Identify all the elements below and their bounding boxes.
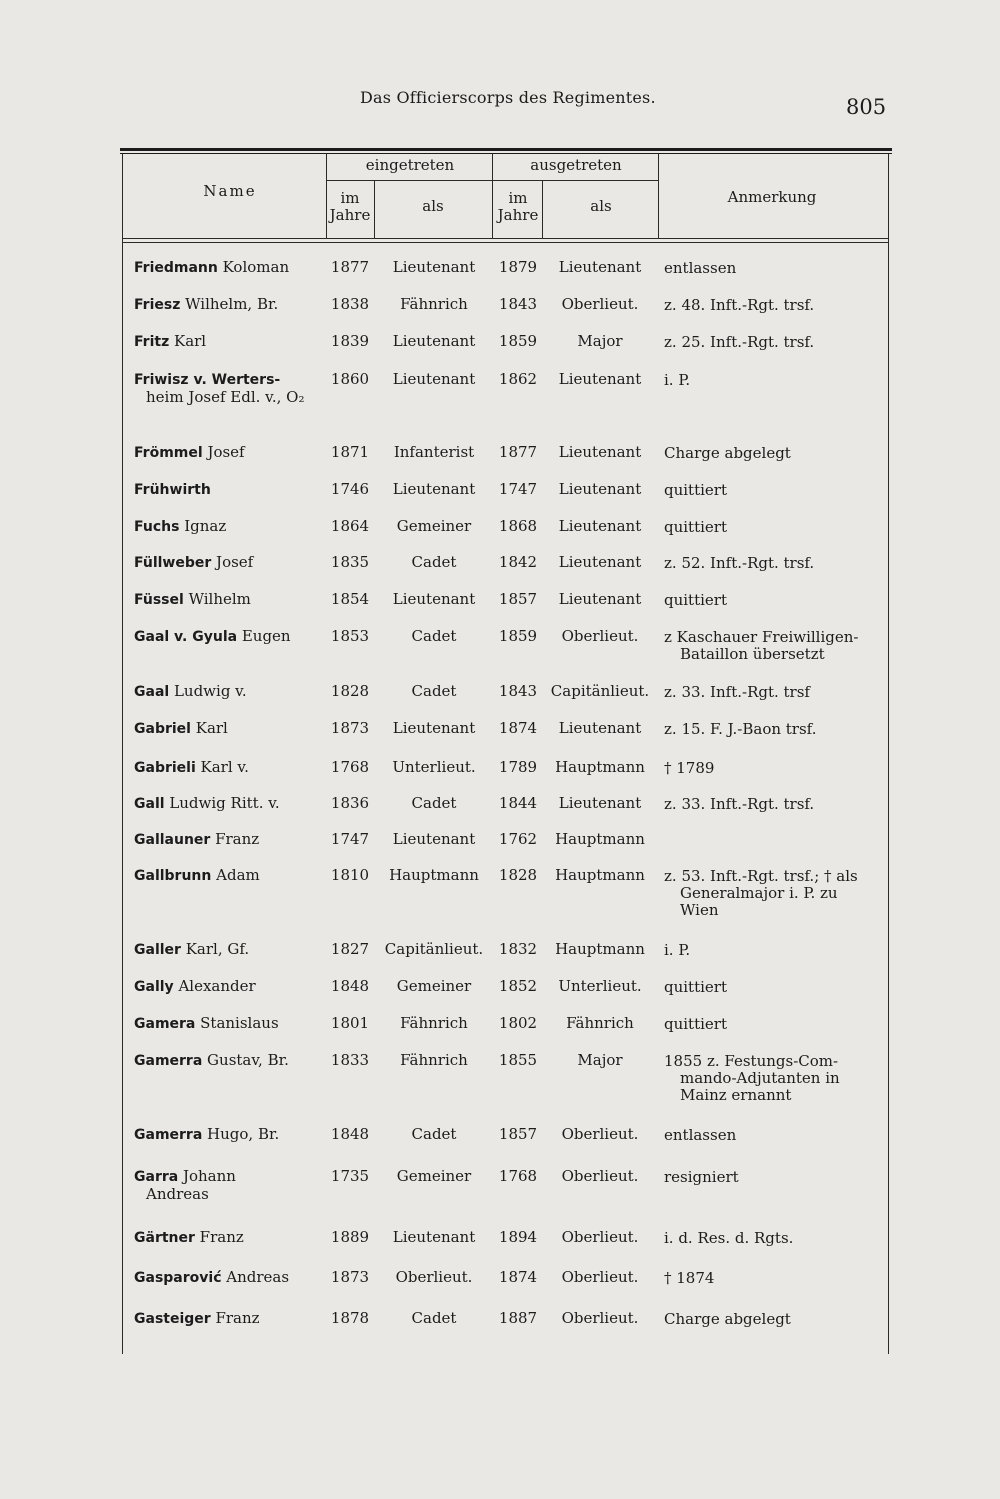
- given-name: Josef: [202, 443, 245, 461]
- entered-year: 1746: [330, 480, 370, 498]
- surname: Gaal: [134, 684, 170, 700]
- left-rank: Fähnrich: [566, 1014, 634, 1032]
- entered-rank: Lieutenant: [392, 1228, 476, 1246]
- left-rank: Oberlieut.: [561, 1228, 639, 1246]
- left-year: 1842: [498, 553, 538, 571]
- name-cell: [134, 553, 253, 572]
- left-year: 1844: [498, 794, 538, 812]
- remark: quittiert: [664, 591, 727, 609]
- remark-continued: Generalmajor i. P. zu Wien: [680, 884, 838, 919]
- given-name: Karl v.: [195, 758, 249, 776]
- given-name: Koloman: [217, 258, 290, 276]
- left-rank: Capitänlieut.: [550, 682, 650, 700]
- remark: 1855 z. Festungs-Com-: [664, 1052, 839, 1070]
- left-rank: Lieutenant: [558, 794, 642, 812]
- left-year: 1843: [498, 295, 538, 313]
- entered-rank: Lieutenant: [392, 719, 476, 737]
- given-name: Hugo, Br.: [202, 1125, 280, 1143]
- left-rank: Oberlieut.: [561, 1125, 639, 1143]
- left-year: 1877: [498, 443, 538, 461]
- entered-rank: Fähnrich: [400, 1051, 468, 1069]
- given-name: Ignaz: [179, 517, 227, 535]
- entered-year: 1810: [330, 866, 370, 884]
- header-eingetreten: eingetreten: [365, 156, 455, 174]
- remark: Charge abgelegt: [664, 1310, 791, 1328]
- surname: Füllweber: [134, 555, 212, 571]
- entered-rank: Lieutenant: [392, 370, 476, 388]
- left-rank: Hauptmann: [555, 758, 645, 776]
- surname: Friedmann: [134, 260, 218, 276]
- entered-year: 1864: [330, 517, 370, 535]
- left-rank: Lieutenant: [558, 370, 642, 388]
- left-year: 1852: [498, 977, 538, 995]
- surname: Gall: [134, 796, 165, 812]
- given-name: Karl: [190, 719, 228, 737]
- page-number: 805: [846, 95, 887, 119]
- surname: Gamerra: [134, 1127, 203, 1143]
- left-rank: Lieutenant: [558, 258, 642, 276]
- table-border-left: [122, 154, 123, 1354]
- left-rank: Oberlieut.: [561, 1309, 639, 1327]
- left-year: 1828: [498, 866, 538, 884]
- given-name: Wilhelm: [183, 590, 251, 608]
- header-ausgetreten: ausgetreten: [530, 156, 622, 174]
- left-year: 1768: [498, 1167, 538, 1185]
- entered-year: 1838: [330, 295, 370, 313]
- entered-rank: Lieutenant: [392, 258, 476, 276]
- header-subrule: [326, 180, 658, 181]
- left-rank: Major: [577, 1051, 623, 1069]
- surname: Gaal v. Gyula: [134, 629, 238, 645]
- surname: Füssel: [134, 592, 184, 608]
- left-year: 1859: [498, 332, 538, 350]
- surname: Gamera: [134, 1016, 196, 1032]
- left-year: 1789: [498, 758, 538, 776]
- surname: Gally: [134, 979, 174, 995]
- left-rank: Lieutenant: [558, 517, 642, 535]
- left-year: 1802: [498, 1014, 538, 1032]
- given-name: Josef: [211, 553, 254, 571]
- left-year: 1855: [498, 1051, 538, 1069]
- left-rank: Oberlieut.: [561, 1167, 639, 1185]
- entered-year: 1735: [330, 1167, 370, 1185]
- surname: Gabriel: [134, 721, 191, 737]
- surname: Friwisz v. Werters-: [134, 372, 281, 388]
- entered-year: 1873: [330, 719, 370, 737]
- surname: Gallbrunn: [134, 868, 212, 884]
- name-cell: [134, 1228, 244, 1247]
- remark: i. P.: [664, 941, 691, 959]
- left-rank: Lieutenant: [558, 443, 642, 461]
- left-rank: Hauptmann: [555, 866, 645, 884]
- remark: i. d. Res. d. Rgts.: [664, 1229, 794, 1247]
- col-divider: [542, 180, 543, 238]
- name-cell: [134, 480, 211, 499]
- surname: Frömmel: [134, 445, 203, 461]
- entered-year: 1828: [330, 682, 370, 700]
- entered-year: 1839: [330, 332, 370, 350]
- running-header: Das Officierscorps des Regimentes.: [360, 88, 656, 107]
- entered-year: 1835: [330, 553, 370, 571]
- header-name: Name: [203, 182, 257, 200]
- left-rank: Major: [577, 332, 623, 350]
- given-name: Johann: [178, 1167, 236, 1185]
- remark: z Kaschauer Freiwilligen-: [664, 628, 859, 646]
- name-cell: [134, 370, 280, 389]
- name-cell: [134, 682, 247, 701]
- left-rank: Lieutenant: [558, 553, 642, 571]
- entered-year: 1827: [330, 940, 370, 958]
- entered-rank: Fähnrich: [400, 1014, 468, 1032]
- header-anmerkung: Anmerkung: [727, 188, 817, 206]
- name-cell: [134, 1309, 260, 1328]
- name-cell: [134, 977, 256, 996]
- given-name: Wilhelm, Br.: [180, 295, 279, 313]
- given-name: Ludwig v.: [169, 682, 247, 700]
- surname: Gasteiger: [134, 1311, 211, 1327]
- entered-year: 1871: [330, 443, 370, 461]
- header-als-1: als: [422, 197, 444, 215]
- surname: Fuchs: [134, 519, 180, 535]
- entered-year: 1768: [330, 758, 370, 776]
- left-year: 1879: [498, 258, 538, 276]
- entered-rank: Cadet: [411, 682, 457, 700]
- name-cell: [134, 1268, 289, 1287]
- entered-rank: Lieutenant: [392, 590, 476, 608]
- surname: Gabrieli: [134, 760, 196, 776]
- remark: z. 33. Inft.-Rgt. trsf: [664, 683, 810, 701]
- name-cell: [134, 1051, 289, 1070]
- name-cell: [134, 1125, 279, 1144]
- entered-rank: Lieutenant: [392, 830, 476, 848]
- remark-continued: mando-Adjutanten in Mainz ernannt: [680, 1069, 840, 1104]
- top-rule-thin: [120, 153, 892, 154]
- left-rank: Lieutenant: [558, 719, 642, 737]
- given-name: Andreas: [221, 1268, 290, 1286]
- col-divider: [374, 180, 375, 238]
- entered-rank: Lieutenant: [392, 332, 476, 350]
- left-rank: Oberlieut.: [561, 627, 639, 645]
- left-rank: Unterlieut.: [558, 977, 642, 995]
- remark: entlassen: [664, 259, 737, 277]
- surname: Gallauner: [134, 832, 211, 848]
- surname: Frühwirth: [134, 482, 211, 498]
- remark: i. P.: [664, 371, 691, 389]
- entered-year: 1836: [330, 794, 370, 812]
- header-als-2: als: [590, 197, 612, 215]
- surname: Gamerra: [134, 1053, 203, 1069]
- entered-year: 1878: [330, 1309, 370, 1327]
- left-year: 1859: [498, 627, 538, 645]
- entered-year: 1848: [330, 977, 370, 995]
- left-year: 1857: [498, 590, 538, 608]
- entered-year: 1833: [330, 1051, 370, 1069]
- entered-year: 1860: [330, 370, 370, 388]
- surname: Galler: [134, 942, 181, 958]
- entered-rank: Oberlieut.: [395, 1268, 473, 1286]
- name-cell: [134, 590, 251, 609]
- surname: Fritz: [134, 334, 170, 350]
- header-im-jahre-1: im Jahre: [329, 189, 371, 224]
- name-cell: [134, 794, 280, 813]
- remark: quittiert: [664, 978, 727, 996]
- name-cell: [134, 517, 226, 536]
- left-year: 1874: [498, 1268, 538, 1286]
- given-name: Adam: [211, 866, 260, 884]
- left-year: 1762: [498, 830, 538, 848]
- remark: z. 33. Inft.-Rgt. trsf.: [664, 795, 815, 813]
- name-cell: [134, 1014, 279, 1033]
- given-name: Ludwig Ritt. v.: [164, 794, 280, 812]
- left-year: 1894: [498, 1228, 538, 1246]
- entered-year: 1889: [330, 1228, 370, 1246]
- entered-rank: Hauptmann: [389, 866, 479, 884]
- entered-year: 1848: [330, 1125, 370, 1143]
- left-rank: Hauptmann: [555, 940, 645, 958]
- header-bottom-rule-2: [122, 242, 888, 243]
- remark: † 1874: [664, 1269, 715, 1287]
- remark: quittiert: [664, 518, 727, 536]
- entered-year: 1873: [330, 1268, 370, 1286]
- entered-year: 1801: [330, 1014, 370, 1032]
- left-year: 1832: [498, 940, 538, 958]
- col-divider: [492, 154, 493, 238]
- entered-rank: Cadet: [411, 1309, 457, 1327]
- entered-rank: Infanterist: [393, 443, 475, 461]
- left-rank: Lieutenant: [558, 480, 642, 498]
- name-cell: [134, 758, 249, 777]
- given-name: Franz: [194, 1228, 244, 1246]
- remark: z. 48. Inft.-Rgt. trsf.: [664, 296, 815, 314]
- name-cell: [134, 295, 278, 314]
- remark: z. 53. Inft.-Rgt. trsf.; † als: [664, 867, 858, 885]
- entered-year: 1853: [330, 627, 370, 645]
- entered-year: 1747: [330, 830, 370, 848]
- entered-rank: Capitänlieut.: [384, 940, 484, 958]
- entered-rank: Gemeiner: [396, 1167, 472, 1185]
- left-year: 1747: [498, 480, 538, 498]
- remark-continued: Bataillon übersetzt: [680, 645, 825, 663]
- given-name-continued: heim Josef Edl. v., O₂: [146, 388, 305, 406]
- remark: z. 52. Inft.-Rgt. trsf.: [664, 554, 815, 572]
- given-name: Karl: [169, 332, 207, 350]
- entered-rank: Cadet: [411, 1125, 457, 1143]
- col-divider: [658, 154, 659, 238]
- remark: entlassen: [664, 1126, 737, 1144]
- given-name: Franz: [210, 830, 260, 848]
- left-rank: Oberlieut.: [561, 295, 639, 313]
- name-cell: [134, 830, 259, 849]
- left-year: 1857: [498, 1125, 538, 1143]
- entered-year: 1854: [330, 590, 370, 608]
- given-name: Stanislaus: [195, 1014, 279, 1032]
- name-cell: [134, 940, 249, 959]
- left-year: 1862: [498, 370, 538, 388]
- surname: Garra: [134, 1169, 179, 1185]
- left-rank: Oberlieut.: [561, 1268, 639, 1286]
- given-name: Karl, Gf.: [180, 940, 250, 958]
- remark: resigniert: [664, 1168, 739, 1186]
- left-year: 1843: [498, 682, 538, 700]
- remark: Charge abgelegt: [664, 444, 791, 462]
- left-year: 1887: [498, 1309, 538, 1327]
- given-name-continued: Andreas: [146, 1185, 209, 1203]
- left-rank: Hauptmann: [555, 830, 645, 848]
- given-name: Alexander: [173, 977, 256, 995]
- entered-rank: Fähnrich: [400, 295, 468, 313]
- entered-year: 1877: [330, 258, 370, 276]
- remark: z. 15. F. J.-Baon trsf.: [664, 720, 817, 738]
- given-name: Gustav, Br.: [202, 1051, 289, 1069]
- surname: Friesz: [134, 297, 181, 313]
- remark: quittiert: [664, 1015, 727, 1033]
- surname: Gärtner: [134, 1230, 195, 1246]
- entered-rank: Cadet: [411, 627, 457, 645]
- entered-rank: Cadet: [411, 794, 457, 812]
- surname: Gasparović: [134, 1270, 222, 1286]
- entered-rank: Unterlieut.: [392, 758, 476, 776]
- entered-rank: Gemeiner: [396, 517, 472, 535]
- table-border-right: [888, 154, 889, 1354]
- entered-rank: Gemeiner: [396, 977, 472, 995]
- name-cell: [134, 258, 289, 277]
- name-cell: [134, 1167, 236, 1186]
- given-name: Eugen: [237, 627, 291, 645]
- name-cell: [134, 866, 260, 885]
- remark: z. 25. Inft.-Rgt. trsf.: [664, 333, 815, 351]
- entered-rank: Lieutenant: [392, 480, 476, 498]
- remark: † 1789: [664, 759, 715, 777]
- top-rule: [120, 148, 892, 151]
- name-cell: [134, 443, 245, 462]
- entered-rank: Cadet: [411, 553, 457, 571]
- left-rank: Lieutenant: [558, 590, 642, 608]
- left-year: 1868: [498, 517, 538, 535]
- name-cell: [134, 627, 291, 646]
- name-cell: [134, 332, 206, 351]
- remark: quittiert: [664, 481, 727, 499]
- header-im-jahre-2: im Jahre: [497, 189, 539, 224]
- given-name: Franz: [210, 1309, 260, 1327]
- header-bottom-rule: [122, 238, 888, 239]
- left-year: 1874: [498, 719, 538, 737]
- name-cell: [134, 719, 228, 738]
